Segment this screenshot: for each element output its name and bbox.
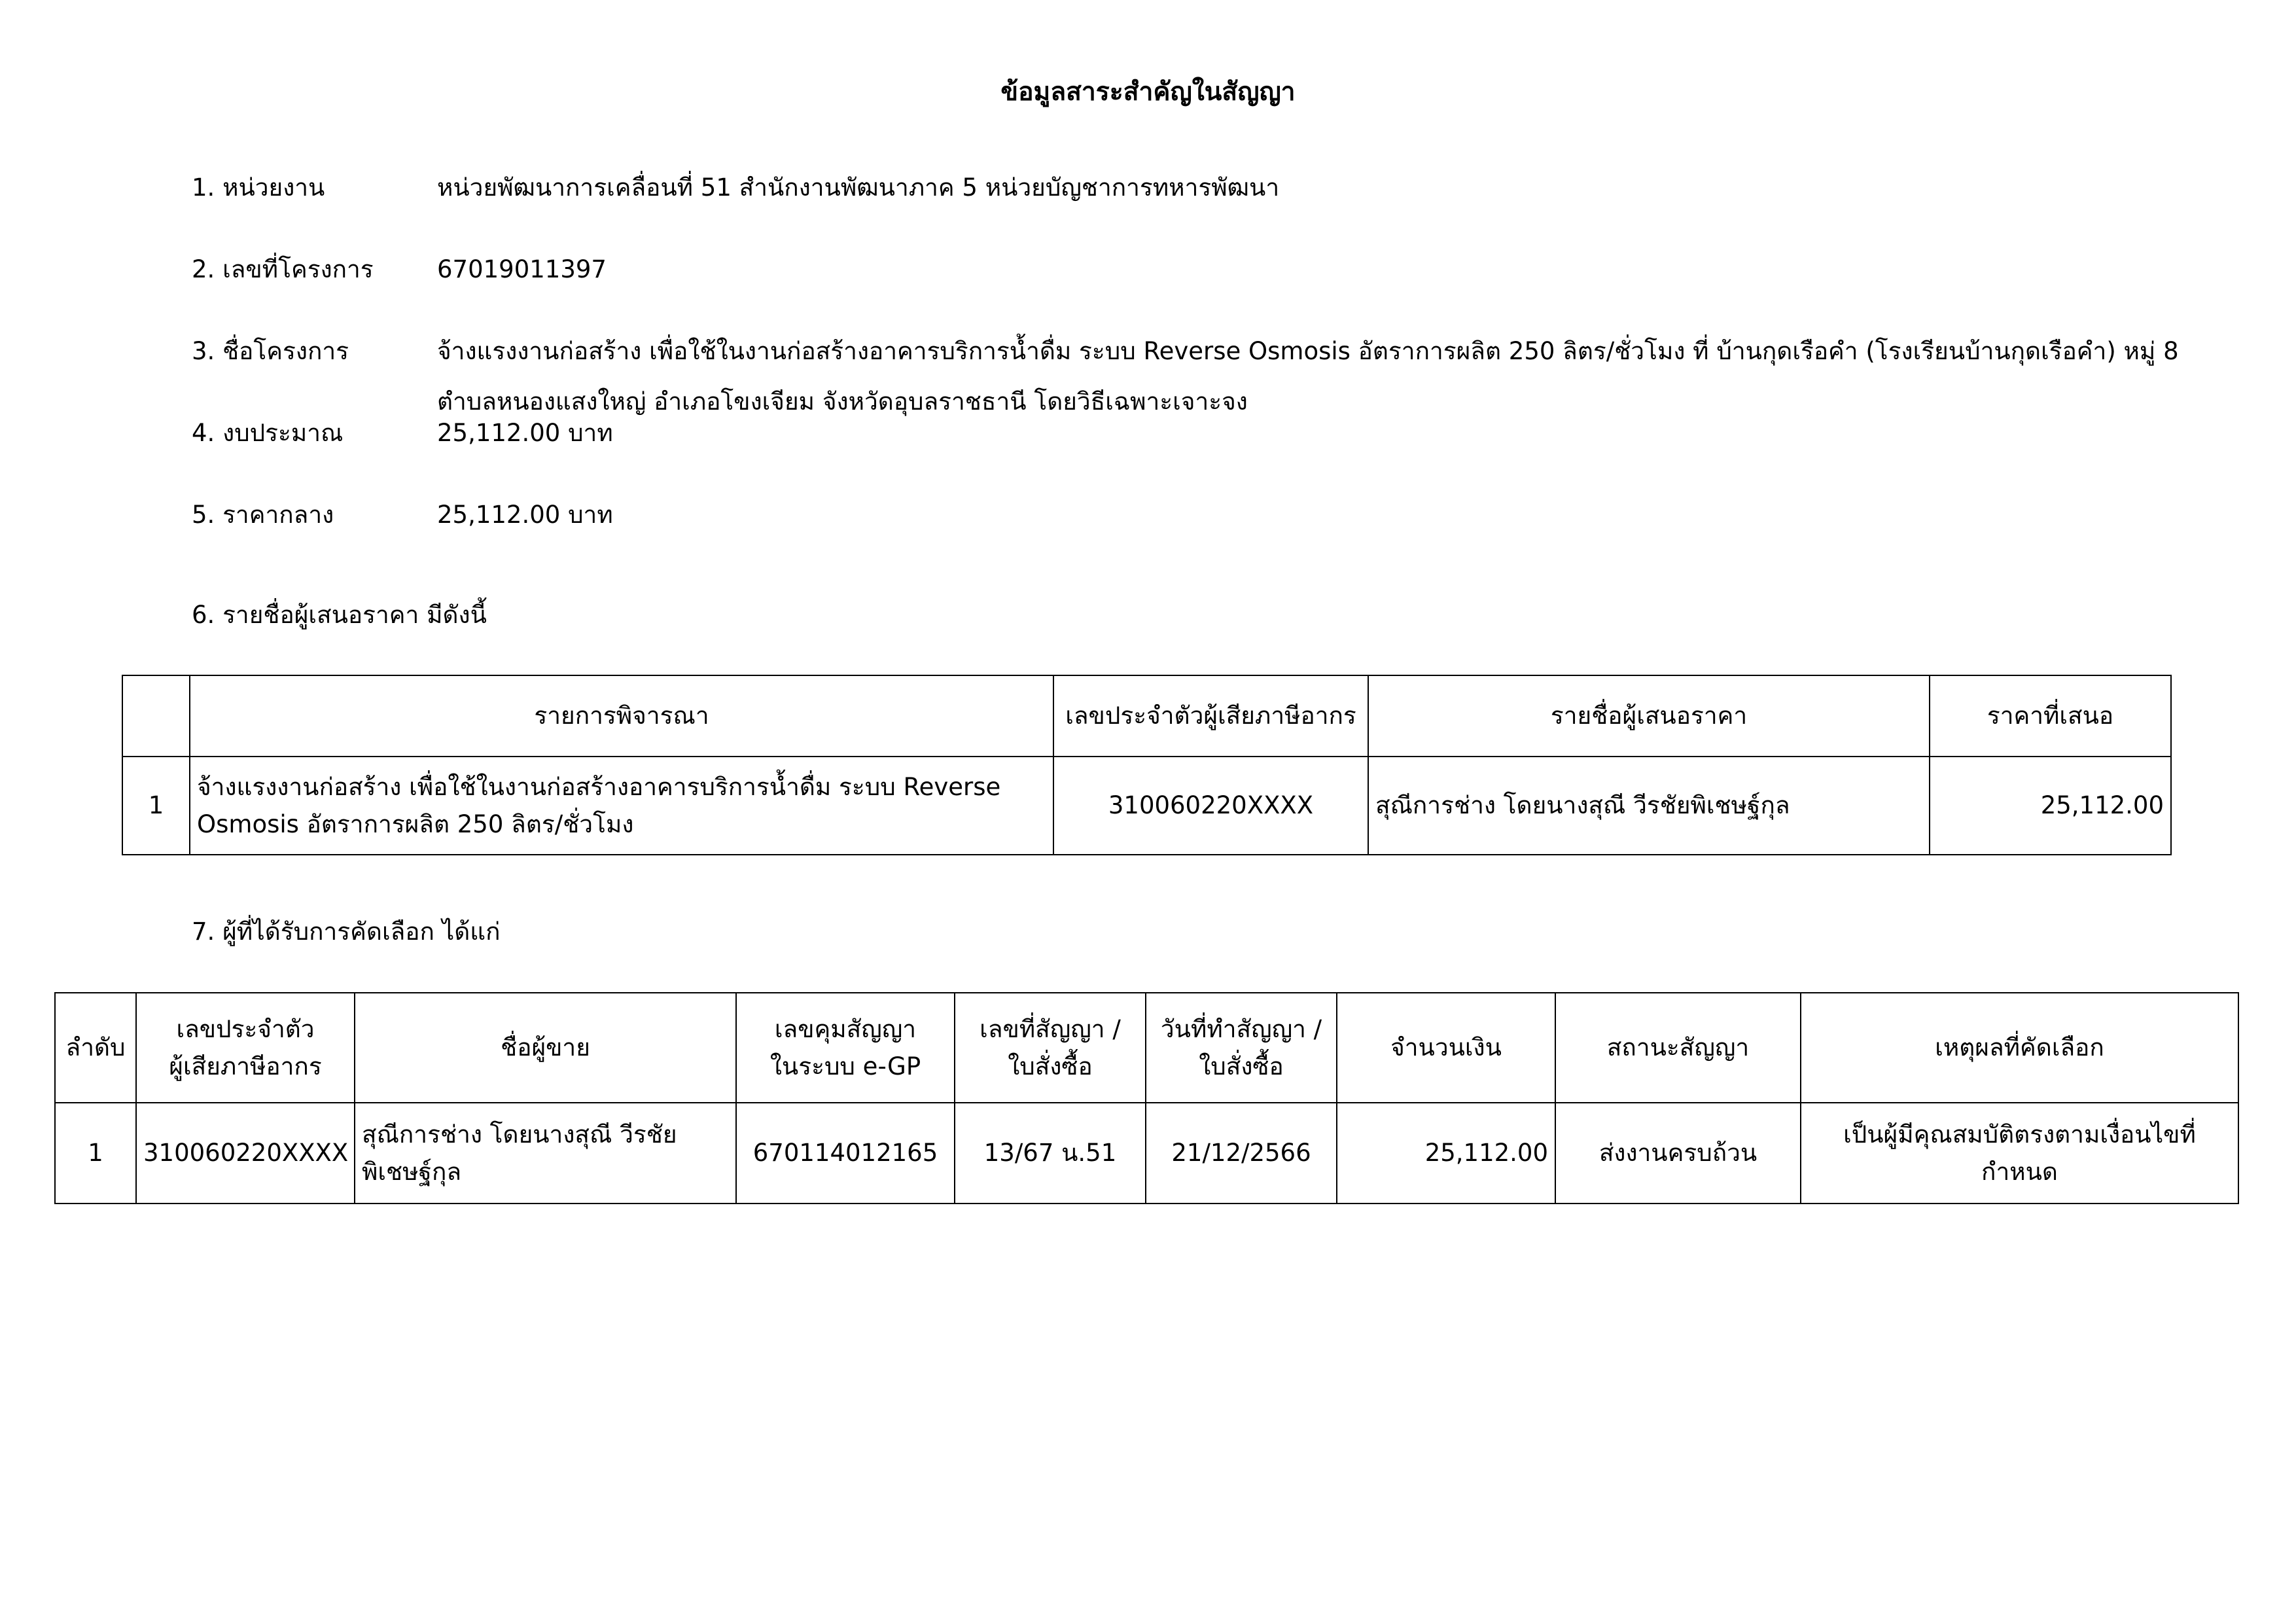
project-no-value: 67019011397 [437,255,607,283]
selected-header-egp [736,993,955,1103]
bidder-row-item-line2: Osmosis อัตราการผลิต 250 ลิตร/ชั่วโมง [197,810,634,838]
bidder-row-price: 25,112.00 [1930,757,2171,855]
selected-row-tax-id: 310060220XXXX [136,1103,355,1204]
selected-row-amount: 25,112.00 [1337,1103,1555,1204]
selected-row-status: ส่งงานครบถ้วน [1555,1103,1801,1204]
bidder-row-no: 1 [122,757,190,855]
selected-row-egp: 670114012165 [736,1103,955,1204]
selected-row-seller [355,1103,736,1204]
bidders-heading: 6. รายชื่อผู้เสนอราคา มีดังนี้ [192,601,487,629]
selected-header-contract-date [1146,993,1337,1103]
selected-header-status: สถานะสัญญา [1555,993,1801,1103]
bidders-header-bidder: รายชื่อผู้เสนอราคา [1368,675,1930,757]
selected-row-seller-line2: พิเชษฐ์กุล [362,1158,462,1186]
bidders-table [122,675,2172,855]
selected-row-contract-date: 21/12/2566 [1146,1103,1337,1204]
bidders-header-no [122,675,190,757]
selected-header-reason: เหตุผลที่คัดเลือก [1801,993,2238,1103]
selected-header-row [55,993,2238,1103]
median-price-label: 5. ราคากลาง [192,501,334,529]
bidders-header-item: รายการพิจารณา [190,675,1053,757]
selected-heading: 7. ผู้ที่ได้รับการคัดเลือก ได้แก่ [192,918,501,946]
bidder-row-item [190,757,1053,855]
selected-header-contract-no-line1: เลขที่สัญญา / [980,1014,1121,1043]
project-name-value-line2: ตำบลหนองแสงใหญ่ อำเภอโขงเจียม จังหวัดอุบลราชธานี โดยวิธีเฉพาะเจาะจง [437,387,1248,416]
selected-row-contract-no: 13/67 น.51 [955,1103,1146,1204]
selected-header-tax-id-line1: เลขประจำตัว [176,1014,315,1043]
selected-header-egp-line1: เลขคุมสัญญา [774,1014,917,1043]
bidders-header-row [122,675,2171,757]
bidders-header-price: ราคาที่เสนอ [1930,675,2171,757]
selected-row-no: 1 [55,1103,136,1204]
agency-label: 1. หน่วยงาน [192,173,325,202]
selected-header-tax-id [136,993,355,1103]
project-name-value-line1: จ้างแรงงานก่อสร้าง เพื่อใช้ในงานก่อสร้างอาคารบริการน้ำดื่ม ระบบ Reverse Osmosis อัตราการผลิต 250 ลิตร/ชั่วโมง ที่ บ้านกุดเรือคำ (โรงเรียนบ้านกุดเรือคำ) หมู่ 8 [437,337,2179,365]
budget-value: 25,112.00 บาท [437,419,613,447]
selected-header-tax-id-line2: ผู้เสียภาษีอากร [169,1052,322,1080]
bidder-row-name: สุณีการช่าง โดยนางสุณี วีรชัยพิเชษฐ์กุล [1368,757,1930,855]
table-row [122,757,2171,855]
selected-header-contract-no [955,993,1146,1103]
selected-row-reason: เป็นผู้มีคุณสมบัติตรงตามเงื่อนไขที่กำหนด [1801,1103,2238,1204]
selected-header-seller: ชื่อผู้ขาย [355,993,736,1103]
table-row [55,1103,2238,1204]
selected-header-contract-no-line2: ใบสั่งซื้อ [1008,1052,1093,1080]
bidders-header-tax-id: เลขประจำตัวผู้เสียภาษีอากร [1053,675,1368,757]
selected-header-contract-date-line2: ใบสั่งซื้อ [1199,1052,1284,1080]
median-price-value: 25,112.00 บาท [437,501,613,529]
selected-header-amount: จำนวนเงิน [1337,993,1555,1103]
agency-value: หน่วยพัฒนาการเคลื่อนที่ 51 สำนักงานพัฒนาภาค 5 หน่วยบัญชาการทหารพัฒนา [437,173,1280,202]
bidder-row-item-line1: จ้างแรงงานก่อสร้าง เพื่อใช้ในงานก่อสร้างอาคารบริการน้ำดื่ม ระบบ Reverse [197,772,1001,801]
project-name-label: 3. ชื่อโครงการ [192,337,349,365]
page-title: ข้อมูลสาระสำคัญในสัญญา [1000,77,1296,107]
selected-table [54,992,2239,1204]
selected-header-contract-date-line1: วันที่ทำสัญญา / [1160,1014,1322,1043]
selected-header-no: ลำดับ [55,993,136,1103]
selected-header-egp-line2: ในระบบ e-GP [769,1052,921,1080]
budget-label: 4. งบประมาณ [192,419,344,447]
bidder-row-tax-id: 310060220XXXX [1053,757,1368,855]
selected-row-seller-line1: สุณีการช่าง โดยนางสุณี วีรชัย [362,1120,677,1149]
project-no-label: 2. เลขที่โครงการ [192,255,374,283]
